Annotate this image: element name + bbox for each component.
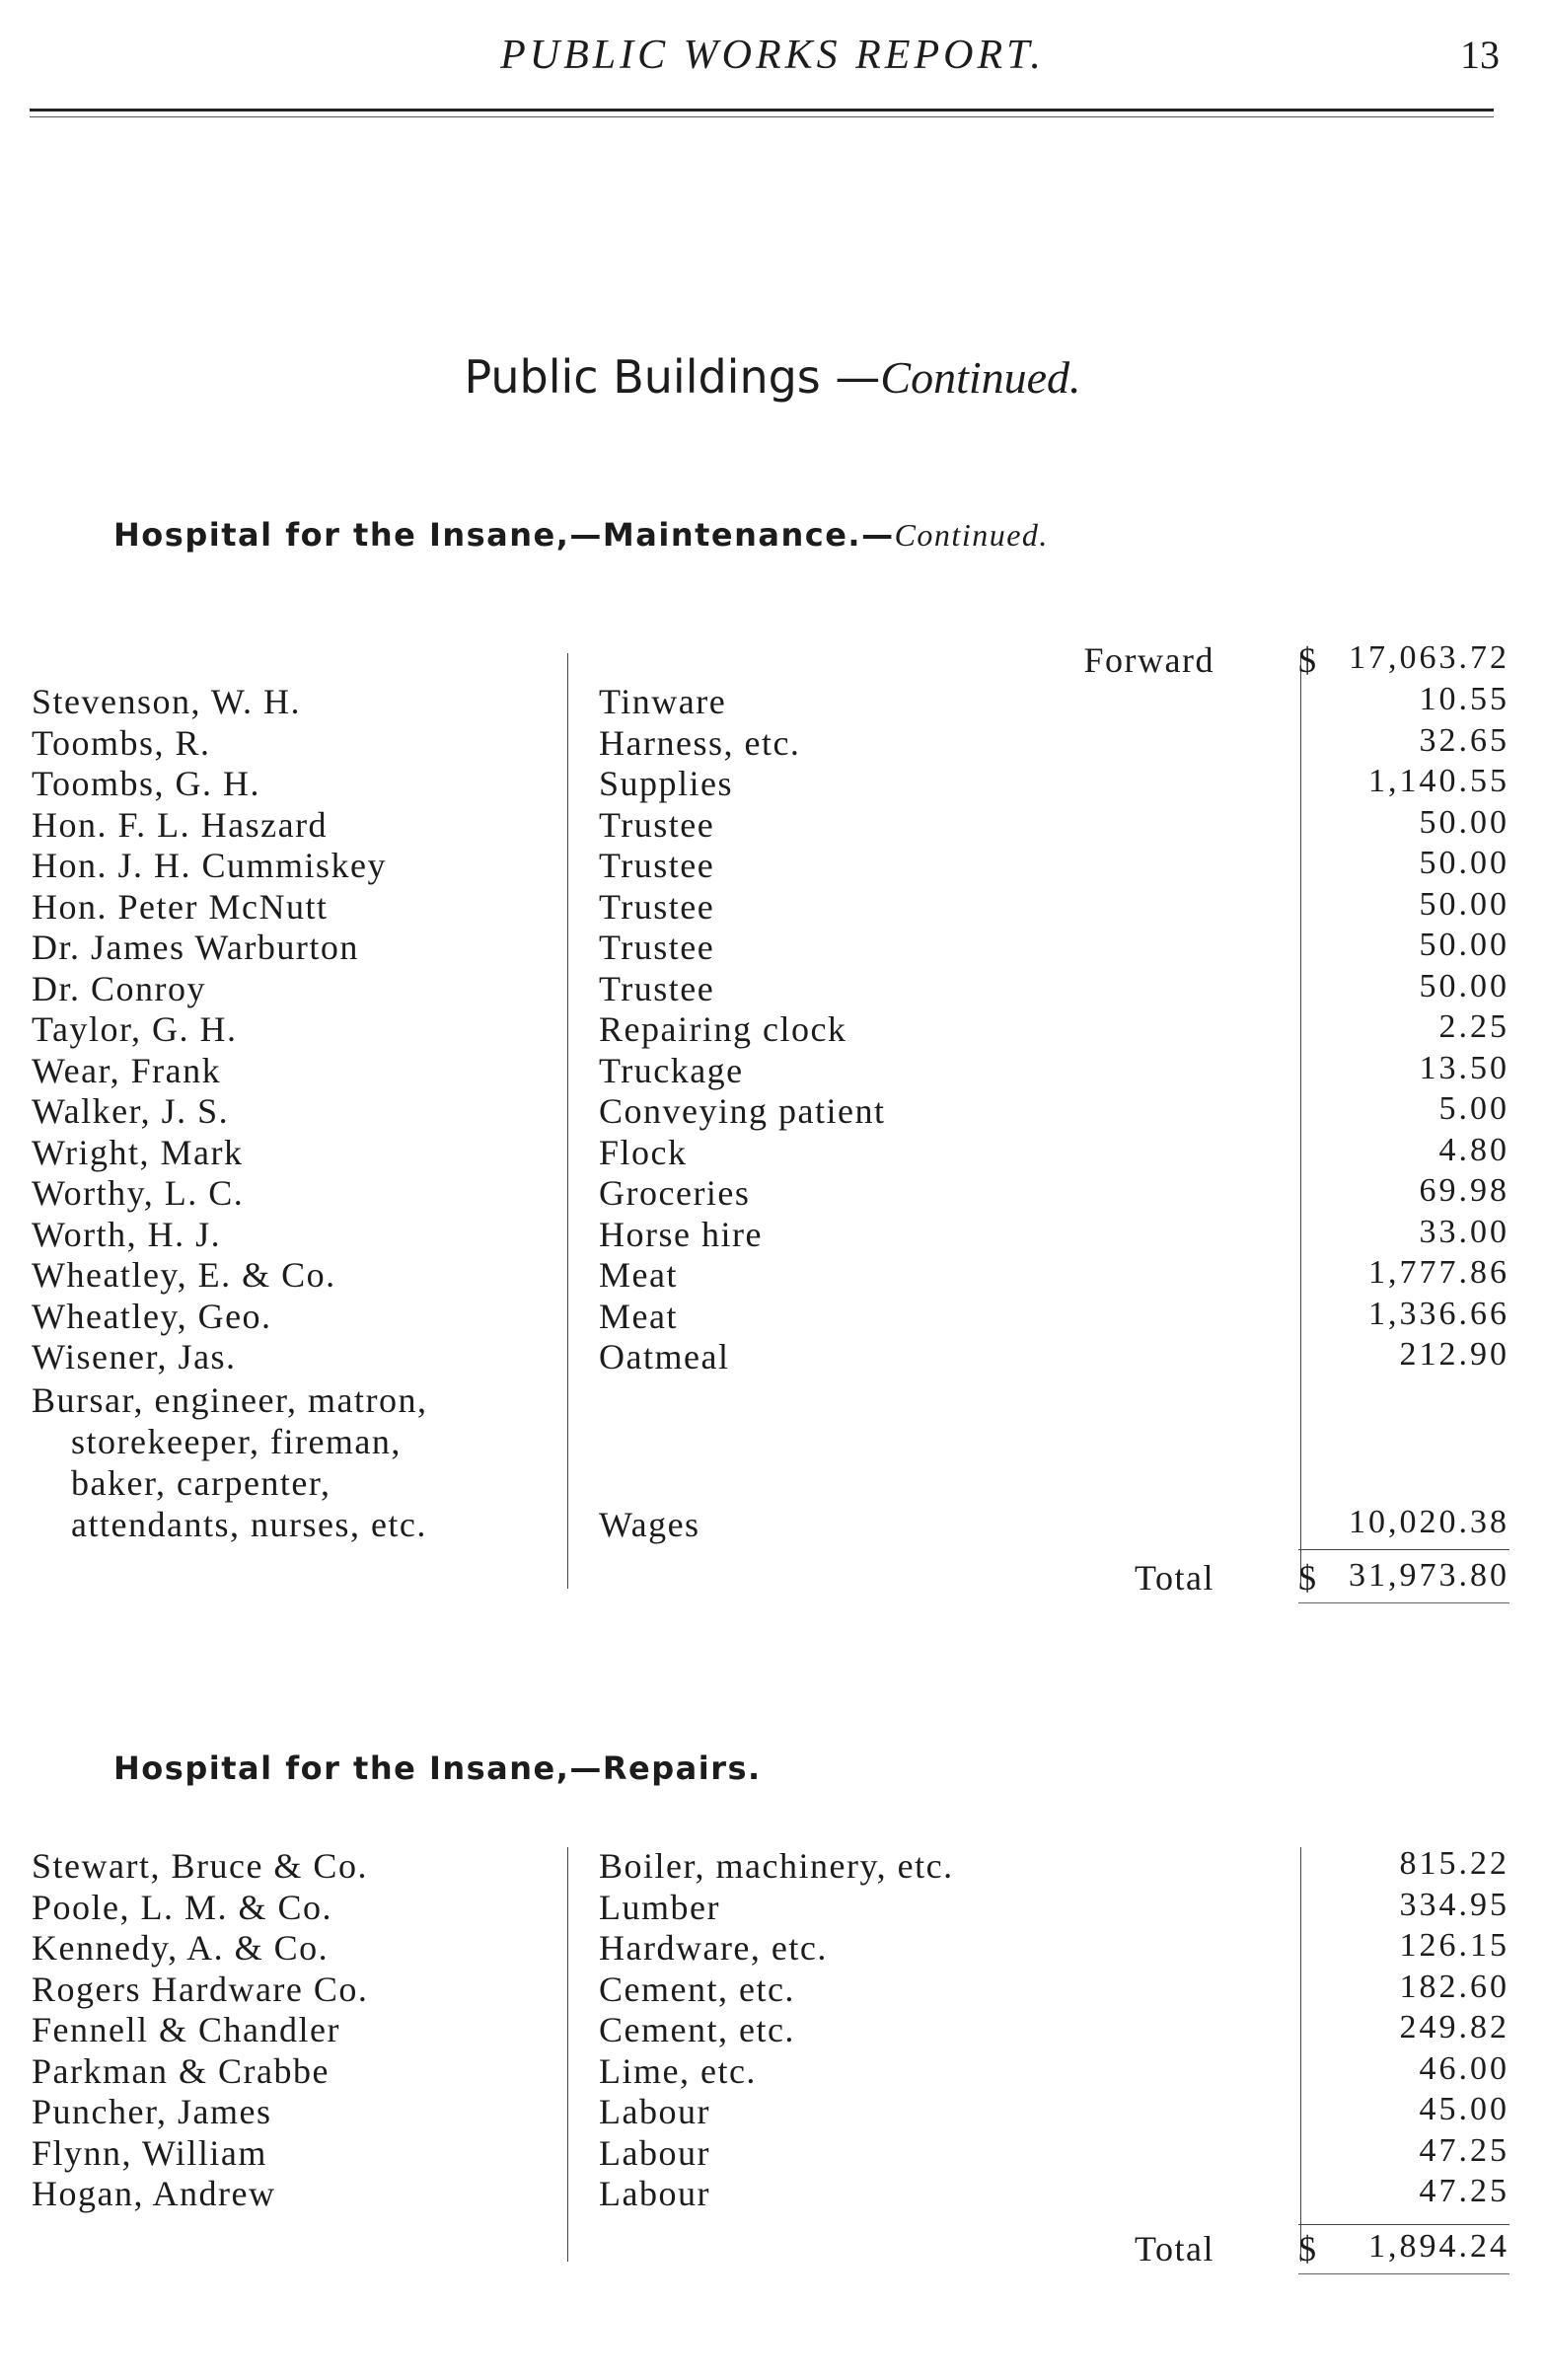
payee-name: Puncher, James xyxy=(32,2092,272,2131)
table-row xyxy=(0,2050,1545,2092)
table-row xyxy=(0,2173,1545,2214)
payee-name: Fennell & Chandler xyxy=(32,2010,340,2049)
wages-name-line: attendants, nurses, etc. xyxy=(71,1505,427,1544)
repairs-total-underline xyxy=(1298,2273,1509,2274)
payee-name: Wright, Mark xyxy=(32,1132,244,1172)
expense-item: Trustee xyxy=(599,846,715,885)
expense-item: Cement, etc. xyxy=(599,2010,795,2049)
wages-amount: 10,020.38 xyxy=(1349,1504,1509,1540)
payee-name: Toombs, R. xyxy=(32,722,211,763)
maintenance-title-text: Hospital for the Insane,—Maintenance.— xyxy=(113,516,895,554)
maintenance-total-underline xyxy=(1298,1602,1509,1603)
table-row xyxy=(0,1214,1545,1255)
expense-item: Meat xyxy=(599,1296,678,1336)
table-row xyxy=(0,2091,1545,2132)
forward-dollar-sign: $ xyxy=(1298,640,1316,680)
table-row xyxy=(0,1254,1545,1296)
payee-name: Poole, L. M. & Co. xyxy=(32,1887,333,1927)
page-title-continued: Continued. xyxy=(880,352,1081,403)
payee-name: Hon. F. L. Haszard xyxy=(32,804,329,845)
expense-amount: 126.15 xyxy=(1399,1927,1509,1964)
table-row xyxy=(0,1296,1545,1337)
table-row xyxy=(0,1336,1545,1377)
wages-row-4 xyxy=(0,1504,1545,1545)
expense-item: Trustee xyxy=(599,886,715,927)
table-row xyxy=(0,2009,1545,2050)
expense-amount: 13.50 xyxy=(1419,1049,1509,1086)
payee-name: Hogan, Andrew xyxy=(32,2174,276,2213)
table-row xyxy=(0,1845,1545,1887)
expense-item: Meat xyxy=(599,1255,678,1295)
payee-name: Hon. Peter McNutt xyxy=(32,886,329,927)
expense-item: Oatmeal xyxy=(599,1337,730,1376)
maintenance-total-label: Total xyxy=(1135,1558,1214,1598)
forward-amount: 17,063.72 xyxy=(1349,639,1509,676)
wages-name-line: baker, carpenter, xyxy=(71,1463,331,1503)
repairs-total-dollar-sign: $ xyxy=(1298,2229,1316,2268)
expense-item: Lumber xyxy=(599,1887,720,1927)
payee-name: Flynn, William xyxy=(32,2132,267,2173)
table-row xyxy=(0,1008,1545,1050)
table-row xyxy=(0,2132,1545,2174)
expense-item: Harness, etc. xyxy=(599,722,801,763)
table-row xyxy=(0,1050,1545,1091)
maintenance-title-continued: Continued. xyxy=(894,517,1049,553)
expense-amount: 815.22 xyxy=(1399,1845,1509,1882)
page-header xyxy=(0,32,1545,91)
payee-name: Stevenson, W. H. xyxy=(32,682,302,721)
expense-item: Truckage xyxy=(599,1050,744,1090)
expense-item: Labour xyxy=(599,2092,710,2131)
expense-item: Supplies xyxy=(599,764,734,803)
running-title: PUBLIC WORKS REPORT. xyxy=(500,33,1045,78)
expense-item: Tinware xyxy=(599,682,727,721)
expense-amount: 10.55 xyxy=(1419,681,1509,717)
payee-name: Worthy, L. C. xyxy=(32,1173,245,1213)
table-row xyxy=(0,804,1545,846)
wages-name-line: storekeeper, fireman, xyxy=(71,1422,402,1461)
expense-amount: 50.00 xyxy=(1419,967,1509,1004)
maintenance-total-rule xyxy=(1298,1549,1509,1550)
wages-item: Wages xyxy=(599,1505,700,1544)
expense-amount: 47.25 xyxy=(1419,2173,1509,2209)
wages-row-2 xyxy=(0,1421,1545,1462)
expense-amount: 46.00 xyxy=(1419,2049,1509,2087)
expense-amount: 32.65 xyxy=(1419,721,1509,759)
payee-name: Wisener, Jas. xyxy=(32,1337,237,1376)
table-row xyxy=(0,1090,1545,1132)
expense-amount: 50.00 xyxy=(1419,803,1509,841)
expense-amount: 212.90 xyxy=(1399,1336,1509,1373)
maintenance-total-row xyxy=(0,1557,1545,1599)
expense-amount: 47.25 xyxy=(1419,2131,1509,2169)
expense-amount: 182.60 xyxy=(1399,1968,1509,2005)
table-row xyxy=(0,927,1545,968)
table-row xyxy=(0,1172,1545,1214)
expense-amount: 45.00 xyxy=(1419,2091,1509,2127)
forward-label: Forward xyxy=(1083,640,1214,680)
maintenance-section-title xyxy=(113,516,1049,554)
payee-name: Dr. Conroy xyxy=(32,968,206,1008)
payee-name: Kennedy, A. & Co. xyxy=(32,1928,330,1968)
table-row xyxy=(0,1887,1545,1928)
expense-item: Trustee xyxy=(599,928,715,967)
table-row xyxy=(0,722,1545,764)
table-row xyxy=(0,1132,1545,1173)
payee-name: Toombs, G. H. xyxy=(32,764,260,803)
repairs-section-title: Hospital for the Insane,—Repairs. xyxy=(113,1749,762,1787)
expense-item: Boiler, machinery, etc. xyxy=(599,1846,954,1886)
payee-name: Wear, Frank xyxy=(32,1050,222,1090)
wages-row-3 xyxy=(0,1462,1545,1504)
repairs-total-label: Total xyxy=(1135,2229,1214,2268)
expense-amount: 69.98 xyxy=(1419,1172,1509,1209)
expense-amount: 33.00 xyxy=(1419,1213,1509,1250)
wages-row-1 xyxy=(0,1379,1545,1421)
repairs-total-amount: 1,894.24 xyxy=(1368,2228,1509,2265)
repairs-total-row xyxy=(0,2228,1545,2269)
expense-amount: 334.95 xyxy=(1399,1886,1509,1923)
expense-amount: 50.00 xyxy=(1419,885,1509,923)
payee-name: Parkman & Crabbe xyxy=(32,2050,330,2091)
expense-item: Groceries xyxy=(599,1173,751,1213)
table-row xyxy=(0,845,1545,886)
table-row xyxy=(0,681,1545,722)
maintenance-total-dollar-sign: $ xyxy=(1298,1558,1316,1598)
payee-name: Dr. James Warburton xyxy=(32,928,359,967)
expense-amount: 50.00 xyxy=(1419,845,1509,881)
expense-item: Hardware, etc. xyxy=(599,1928,828,1968)
table-row xyxy=(0,968,1545,1009)
payee-name: Wheatley, Geo. xyxy=(32,1296,272,1336)
expense-item: Trustee xyxy=(599,804,715,845)
expense-item: Trustee xyxy=(599,968,715,1008)
table-row xyxy=(0,1927,1545,1969)
expense-item: Cement, etc. xyxy=(599,1969,795,2009)
forward-row xyxy=(0,639,1545,681)
expense-item: Labour xyxy=(599,2174,710,2213)
expense-amount: 50.00 xyxy=(1419,927,1509,963)
expense-amount: 4.80 xyxy=(1438,1131,1509,1168)
expense-item: Lime, etc. xyxy=(599,2050,757,2091)
expense-amount: 2.25 xyxy=(1438,1008,1509,1045)
table-row xyxy=(0,1969,1545,2010)
header-rule xyxy=(30,109,1494,112)
expense-amount: 1,140.55 xyxy=(1368,763,1509,799)
wages-name-line: Bursar, engineer, matron, xyxy=(32,1380,428,1420)
page-title-text: Public Buildings — xyxy=(464,350,881,404)
page-number: 13 xyxy=(1460,33,1500,77)
payee-name: Worth, H. J. xyxy=(32,1214,222,1254)
payee-name: Taylor, G. H. xyxy=(32,1009,238,1049)
payee-name: Hon. J. H. Cummiskey xyxy=(32,846,388,885)
expense-amount: 1,336.66 xyxy=(1368,1295,1509,1332)
expense-item: Repairing clock xyxy=(599,1009,847,1049)
payee-name: Stewart, Bruce & Co. xyxy=(32,1846,368,1886)
expense-amount: 5.00 xyxy=(1438,1090,1509,1127)
expense-item: Horse hire xyxy=(599,1214,763,1254)
table-row xyxy=(0,763,1545,804)
payee-name: Walker, J. S. xyxy=(32,1091,230,1131)
payee-name: Wheatley, E. & Co. xyxy=(32,1255,336,1295)
expense-amount: 1,777.86 xyxy=(1368,1254,1509,1291)
maintenance-total-amount: 31,973.80 xyxy=(1349,1557,1509,1594)
expense-amount: 249.82 xyxy=(1399,2009,1509,2045)
expense-item: Conveying patient xyxy=(599,1091,886,1131)
expense-item: Labour xyxy=(599,2132,710,2173)
repairs-total-rule xyxy=(1298,2224,1509,2225)
table-row xyxy=(0,886,1545,928)
header-rule-thin xyxy=(30,116,1494,117)
expense-item: Flock xyxy=(599,1132,688,1172)
payee-name: Rogers Hardware Co. xyxy=(32,1969,369,2009)
page-title xyxy=(0,350,1545,404)
